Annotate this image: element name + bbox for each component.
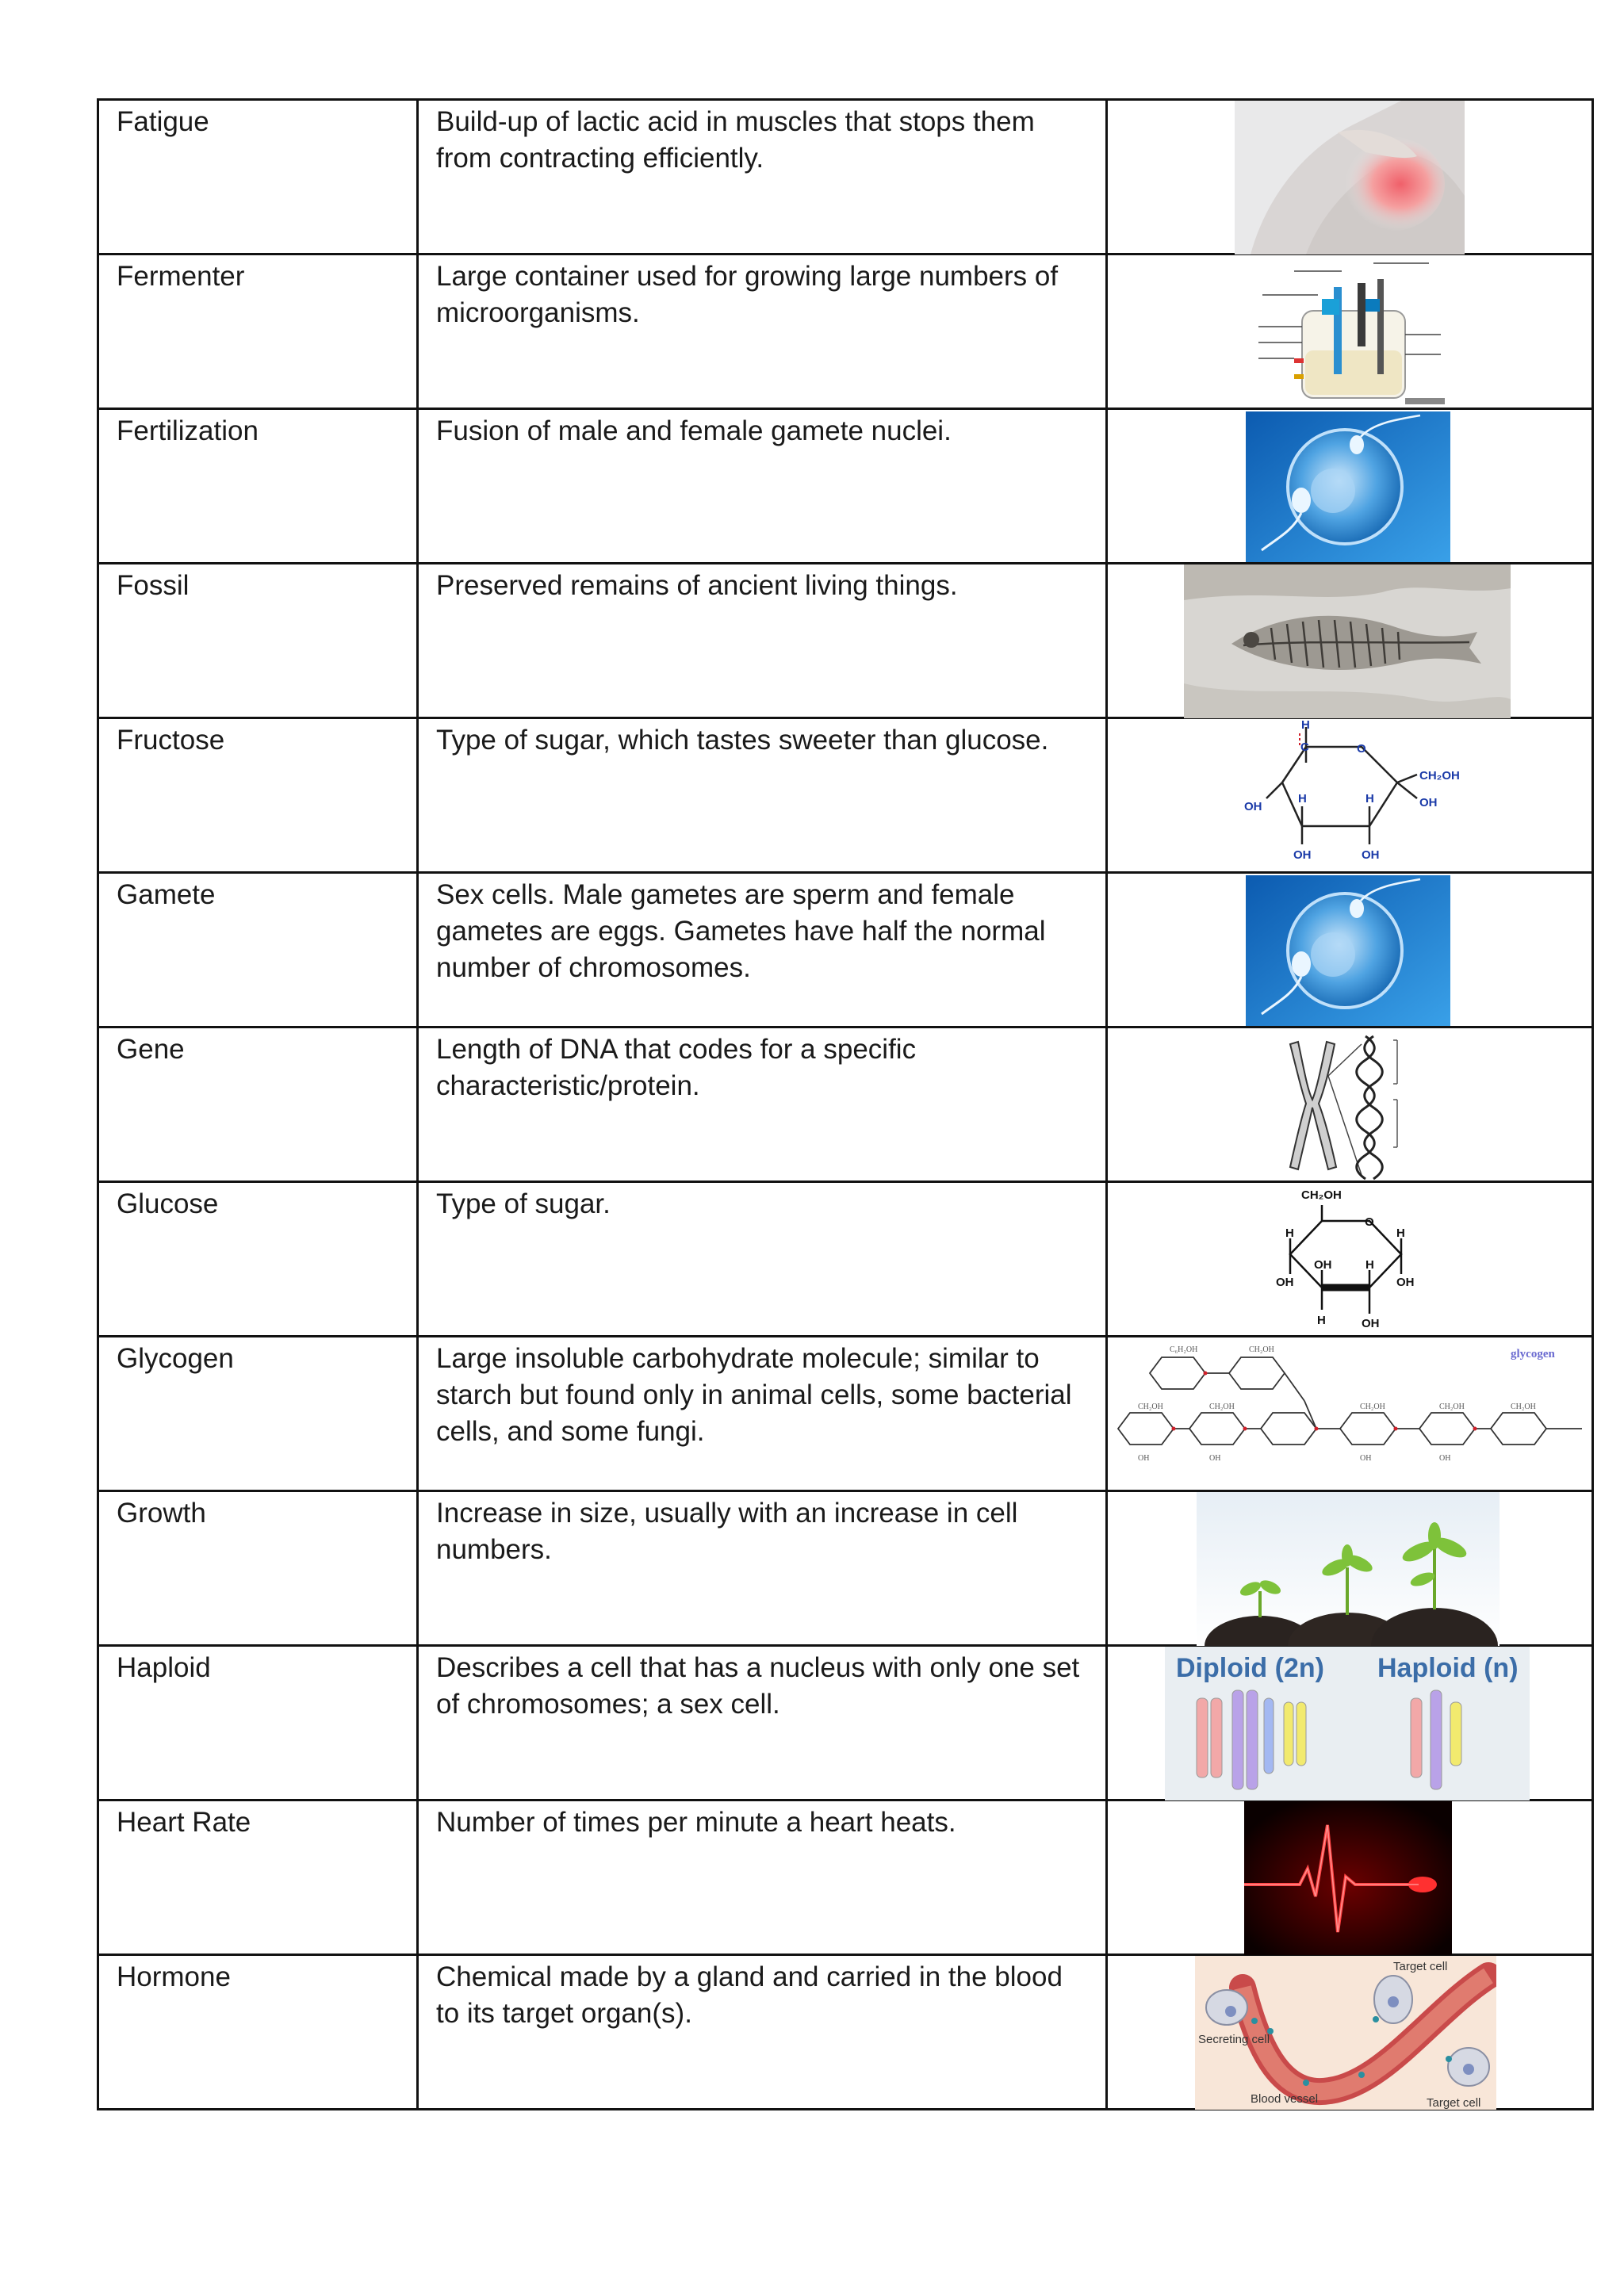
- definition-text: Type of sugar, which tastes sweeter than glucose.: [436, 725, 1049, 756]
- definition-text: Build-up of lactic acid in muscles that stops them from contracting efficiently.: [436, 106, 1035, 174]
- term-text: Glucose: [117, 1188, 219, 1219]
- definition-cell: [418, 564, 1107, 718]
- image-cell: [1107, 254, 1593, 409]
- glycogen-structure: [1114, 1337, 1588, 1491]
- table-row: [98, 1646, 1593, 1800]
- sperm-egg-image: [1246, 875, 1450, 1026]
- table-row: [98, 1182, 1593, 1337]
- table-row: [98, 100, 1593, 254]
- glucose-h-inner: H: [1365, 1258, 1374, 1272]
- definition-text: Large insoluble carbohydrate molecule; similar to starch but found only in animal cells, some bacterial cells, and some fungi.: [436, 1343, 1072, 1447]
- image-cell: [1107, 409, 1593, 564]
- chromosome-dna-diagram: [1266, 1028, 1425, 1182]
- term-text: Glycogen: [117, 1343, 234, 1374]
- glucose-h-right: H: [1396, 1226, 1405, 1240]
- table-row: [98, 254, 1593, 409]
- definition-cell: [418, 1182, 1107, 1337]
- definition-text: Number of times per minute a heart heats.: [436, 1807, 956, 1838]
- term-text: Fatigue: [117, 106, 209, 137]
- table-row: [98, 1027, 1593, 1182]
- image-cell: [1107, 718, 1593, 873]
- term-text: Growth: [117, 1498, 206, 1529]
- term-cell: [98, 873, 418, 1027]
- fructose-ch2oh: CH₂OH: [1419, 769, 1460, 783]
- term-text: Heart Rate: [117, 1807, 251, 1838]
- term-cell: [98, 1182, 418, 1337]
- glucose-ring-o: O: [1365, 1215, 1374, 1229]
- target-cell-top-label: Target cell: [1393, 1960, 1448, 1973]
- svg-text:OH: OH: [1138, 1454, 1150, 1463]
- glucose-oh-bottom: OH: [1362, 1317, 1380, 1330]
- image-cell: [1107, 1955, 1593, 2110]
- term-cell: [98, 1491, 418, 1646]
- image-cell: [1107, 1027, 1593, 1182]
- term-cell: [98, 254, 418, 409]
- fructose-h-inner2: H: [1365, 792, 1374, 806]
- svg-text:C₆H₂OH: C₆H₂OH: [1170, 1345, 1198, 1354]
- sperm-egg-image: [1246, 411, 1450, 562]
- definition-text: Preserved remains of ancient living things.: [436, 570, 958, 601]
- image-cell: [1107, 564, 1593, 718]
- glucose-h-left: H: [1285, 1226, 1294, 1240]
- definition-cell: [418, 1027, 1107, 1182]
- diploid-haploid-diagram: [1165, 1647, 1530, 1800]
- table-row: [98, 1800, 1593, 1955]
- glycogen-caption: glycogen: [1511, 1348, 1555, 1360]
- definition-cell: [418, 409, 1107, 564]
- target-cell-bottom-label: Target cell: [1427, 2096, 1481, 2110]
- definition-cell: [418, 1491, 1107, 1646]
- fossil-fish-image: [1184, 564, 1511, 718]
- haploid-label: Haploid (n): [1377, 1653, 1519, 1683]
- term-text: Fructose: [117, 725, 225, 756]
- table-row: [98, 409, 1593, 564]
- definition-cell: [418, 100, 1107, 254]
- definition-cell: [418, 873, 1107, 1027]
- table-row: [98, 564, 1593, 718]
- svg-text:CH₂OH: CH₂OH: [1138, 1402, 1163, 1411]
- definition-cell: [418, 718, 1107, 873]
- table-row: [98, 873, 1593, 1027]
- table-row: [98, 1337, 1593, 1491]
- definition-text: Type of sugar.: [436, 1188, 611, 1219]
- svg-text:CH₂OH: CH₂OH: [1360, 1402, 1385, 1411]
- definition-cell: [418, 1800, 1107, 1955]
- svg-text:CH₂OH: CH₂OH: [1249, 1345, 1274, 1354]
- fructose-top-h: H: [1301, 719, 1310, 732]
- fructose-oh-bl: OH: [1293, 848, 1312, 862]
- term-cell: [98, 1955, 418, 2110]
- term-text: Haploid: [117, 1652, 211, 1683]
- image-cell: [1107, 1491, 1593, 1646]
- svg-text:CH₂OH: CH₂OH: [1511, 1402, 1536, 1411]
- glucose-oh-right: OH: [1396, 1276, 1415, 1289]
- definition-text: Chemical made by a gland and carried in the blood to its target organ(s).: [436, 1961, 1063, 2029]
- image-cell: [1107, 1800, 1593, 1955]
- fructose-h-inner: H: [1298, 792, 1307, 806]
- definition-cell: [418, 1955, 1107, 2110]
- table-row: [98, 1491, 1593, 1646]
- seedlings-image: [1197, 1492, 1500, 1646]
- term-cell: [98, 1646, 418, 1800]
- image-cell: [1107, 100, 1593, 254]
- term-cell: [98, 409, 418, 564]
- term-cell: [98, 1337, 418, 1491]
- fructose-oh-right: OH: [1419, 796, 1438, 809]
- definition-cell: [418, 1337, 1107, 1491]
- fructose-oh-br: OH: [1362, 848, 1380, 862]
- term-text: Gene: [117, 1034, 185, 1065]
- svg-text:CH₂OH: CH₂OH: [1439, 1402, 1465, 1411]
- svg-text:OH: OH: [1209, 1454, 1221, 1463]
- svg-text:OH: OH: [1439, 1454, 1451, 1463]
- definition-text: Fusion of male and female gamete nuclei.: [436, 415, 952, 446]
- svg-text:OH: OH: [1360, 1454, 1372, 1463]
- image-cell: [1107, 873, 1593, 1027]
- glucose-structure: [1266, 1183, 1441, 1337]
- definition-text: Describes a cell that has a nucleus with only one set of chromosomes; a sex cell.: [436, 1652, 1080, 1720]
- definition-cell: [418, 254, 1107, 409]
- glossary-table: [97, 98, 1594, 2110]
- fermenter-diagram: [1247, 255, 1461, 409]
- fructose-c1: C: [1300, 740, 1309, 754]
- table-row: [98, 718, 1593, 873]
- glucose-oh-inner: OH: [1314, 1258, 1332, 1272]
- definition-cell: [418, 1646, 1107, 1800]
- hormone-diagram: [1195, 1956, 1496, 2110]
- heartbeat-image: [1244, 1801, 1452, 1955]
- fructose-oh-left: OH: [1244, 800, 1262, 813]
- secreting-cell-label: Secreting cell: [1198, 2033, 1270, 2046]
- image-cell: [1107, 1337, 1593, 1491]
- term-text: Gamete: [117, 879, 216, 910]
- muscle-pain-image: [1235, 101, 1465, 254]
- svg-text:CH₂OH: CH₂OH: [1209, 1402, 1235, 1411]
- definition-text: Increase in size, usually with an increase in cell numbers.: [436, 1498, 1018, 1565]
- image-cell: [1107, 1646, 1593, 1800]
- term-cell: [98, 1027, 418, 1182]
- table-row: [98, 1955, 1593, 2110]
- fructose-structure: [1227, 719, 1465, 873]
- diploid-label: Diploid (2n): [1176, 1653, 1324, 1683]
- definition-text: Length of DNA that codes for a specific characteristic/protein.: [436, 1034, 917, 1101]
- term-cell: [98, 100, 418, 254]
- definition-text: Large container used for growing large numbers of microorganisms.: [436, 261, 1059, 328]
- term-cell: [98, 718, 418, 873]
- term-text: Hormone: [117, 1961, 231, 1992]
- glucose-h-bottom: H: [1317, 1314, 1326, 1327]
- glucose-ch2oh: CH₂OH: [1301, 1188, 1342, 1202]
- definition-text: Sex cells. Male gametes are sperm and female gametes are eggs. Gametes have half the normal number of chromosomes.: [436, 879, 1046, 983]
- term-cell: [98, 1800, 418, 1955]
- blood-vessel-label: Blood vessel: [1251, 2092, 1319, 2106]
- image-cell: [1107, 1182, 1593, 1337]
- fructose-ring-o: O: [1357, 742, 1366, 756]
- term-text: Fertilization: [117, 415, 259, 446]
- term-cell: [98, 564, 418, 718]
- term-text: Fossil: [117, 570, 190, 601]
- glucose-oh-left: OH: [1276, 1276, 1294, 1289]
- term-text: Fermenter: [117, 261, 245, 292]
